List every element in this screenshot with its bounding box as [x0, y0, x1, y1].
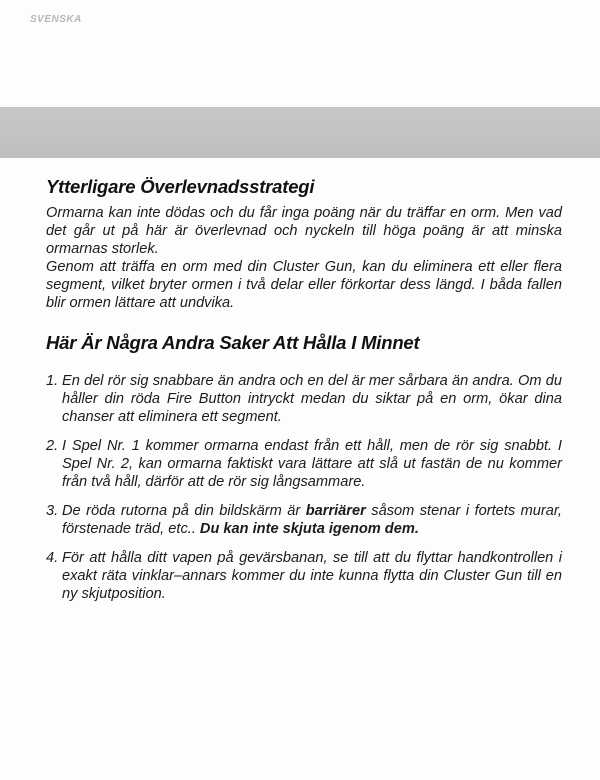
language-label: SVENSKA	[30, 14, 82, 25]
tip-text: I Spel Nr. 1 kommer ormarna endast från ett håll, men de rör sig snabbt. I Spel Nr. 2, kan ormarna faktiskt vara lättare att slå ut fastän de nu kommer från två håll, därför att de rör sig långsammare.	[62, 438, 562, 490]
header-band	[0, 107, 600, 158]
section-heading-survival: Ytterligare Överlevnadsstrategi	[46, 176, 315, 197]
tip-text: En del rör sig snabbare än andra och en del är mer sårbara än andra. Om du håller din röda Fire Button intryckt medan du siktar på en orm, ökar dina chanser att eliminera ett segment.	[62, 373, 562, 425]
tip-item-4	[46, 549, 562, 603]
tip-text: För att hålla ditt vapen på gevärsbanan, se till att du flyttar handkontrollen i exakt räta vinklar–annars kommer du inte kunna flytta din Cluster Gun till en ny skjutposition.	[62, 550, 562, 602]
tip-item-3	[46, 502, 562, 538]
tip-item-2	[46, 437, 562, 491]
survival-paragraph-1: Ormarna kan inte dödas och du får inga poäng när du träffar en orm. Men vad det går ut på här är överlevnad och nyckeln till höga poäng är att minska ormarnas storlek.	[46, 205, 562, 257]
tip-text-before: De röda rutorna på din bildskärm är	[62, 503, 306, 519]
tip-number: 1.	[46, 373, 59, 389]
tip-number: 4.	[46, 550, 59, 566]
survival-paragraph-2: Genom att träffa en orm med din Cluster Gun, kan du eliminera ett eller flera segment, vilket bryter ormen i två delar eller förkortar dess längd. I båda fallen blir ormen lättare att undvika.	[46, 259, 562, 311]
tip-number: 2.	[46, 438, 59, 454]
tip-item-1	[46, 372, 562, 426]
tip-text-middle: såsom stenar i fortets murar, förstenade träd, etc..	[62, 503, 562, 537]
tips-list	[46, 372, 562, 603]
tip-bold-warning: Du kan inte skjuta igenom dem.	[199, 521, 419, 537]
tip-bold-barriers: barriärer	[305, 503, 366, 519]
tip-number: 3.	[46, 503, 59, 519]
section-heading-remember: Här Är Några Andra Saker Att Hålla I Minnet	[46, 332, 420, 353]
page-content	[46, 176, 562, 614]
